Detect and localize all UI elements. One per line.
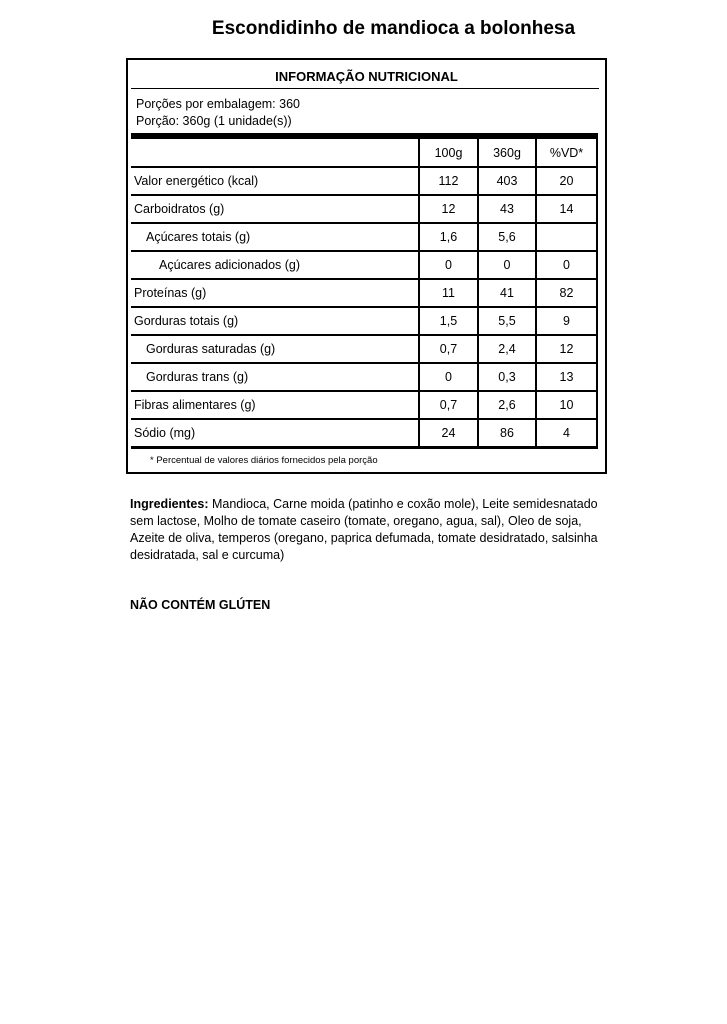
value-vd: 12 [535, 336, 598, 362]
row-label: Valor energético (kcal) [134, 174, 259, 188]
value-100g: 1,6 [418, 224, 477, 250]
value-360g: 86 [477, 420, 535, 446]
table-header-row [131, 139, 598, 168]
table-body [131, 168, 598, 449]
row-label: Carboidratos (g) [134, 202, 225, 216]
allergen-statement: NÃO CONTÉM GLÚTEN [130, 598, 271, 612]
ingredients-label: Ingredientes: [130, 497, 209, 511]
page-title: Escondidinho de mandioca a bolonhesa [211, 18, 576, 39]
nutrition-facts-panel [126, 58, 607, 474]
value-100g: 12 [418, 196, 477, 222]
table-row [131, 280, 598, 308]
value-360g: 403 [477, 168, 535, 194]
value-360g: 43 [477, 196, 535, 222]
row-label: Açúcares adicionados (g) [159, 258, 301, 272]
value-100g: 11 [418, 280, 477, 306]
daily-value-footnote: * Percentual de valores diários fornecidos pela porção [150, 455, 378, 466]
value-360g: 41 [477, 280, 535, 306]
nutrition-table [131, 133, 598, 449]
header-divider [131, 88, 599, 89]
table-row [131, 364, 598, 392]
value-360g: 5,5 [477, 308, 535, 334]
value-360g: 0,3 [477, 364, 535, 390]
table-row [131, 196, 598, 224]
value-100g: 24 [418, 420, 477, 446]
value-360g: 0 [477, 252, 535, 278]
value-vd: 9 [535, 308, 598, 334]
value-100g: 0 [418, 364, 477, 390]
value-100g: 112 [418, 168, 477, 194]
servings-per-package: Porções por embalagem: 360 [136, 97, 300, 111]
value-vd: 14 [535, 196, 598, 222]
value-100g: 0 [418, 252, 477, 278]
serving-info [136, 96, 605, 130]
value-vd: 20 [535, 168, 598, 194]
column-header-360g: 360g [477, 139, 535, 166]
value-vd: 13 [535, 364, 598, 390]
value-vd: 4 [535, 420, 598, 446]
column-header-vd: %VD* [535, 139, 598, 166]
column-header-100g: 100g [418, 139, 477, 166]
ingredients-paragraph [130, 496, 614, 564]
value-360g: 5,6 [477, 224, 535, 250]
table-row [131, 392, 598, 420]
value-vd: 10 [535, 392, 598, 418]
row-label: Fibras alimentares (g) [134, 398, 256, 412]
serving-size: Porção: 360g (1 unidade(s)) [136, 114, 292, 128]
row-label: Gorduras totais (g) [134, 314, 239, 328]
column-header-blank [131, 139, 418, 166]
value-100g: 0,7 [418, 336, 477, 362]
value-vd: 0 [535, 252, 598, 278]
value-vd: 82 [535, 280, 598, 306]
row-label: Sódio (mg) [134, 426, 196, 440]
row-label: Gorduras trans (g) [146, 370, 249, 384]
value-100g: 0,7 [418, 392, 477, 418]
table-row [131, 168, 598, 196]
table-row [131, 252, 598, 280]
table-row [131, 420, 598, 449]
value-360g: 2,4 [477, 336, 535, 362]
table-row [131, 336, 598, 364]
ingredients-text: Mandioca, Carne moida (patinho e coxão mole), Leite semidesnatado sem lactose, Molho de tomate caseiro (tomate, oregano, agua, sal), Oleo de soja, Azeite de oliva, temperos (oregano, paprica defumada, tomate desidratado, salsinha desidratada, sal e curcuma) [130, 497, 598, 562]
table-row [131, 308, 598, 336]
value-vd [535, 224, 598, 250]
row-label: Proteínas (g) [134, 286, 207, 300]
value-100g: 1,5 [418, 308, 477, 334]
row-label: Açúcares totais (g) [146, 230, 251, 244]
nutrition-panel-title: INFORMAÇÃO NUTRICIONAL [275, 69, 458, 84]
row-label: Gorduras saturadas (g) [146, 342, 276, 356]
table-row [131, 224, 598, 252]
value-360g: 2,6 [477, 392, 535, 418]
